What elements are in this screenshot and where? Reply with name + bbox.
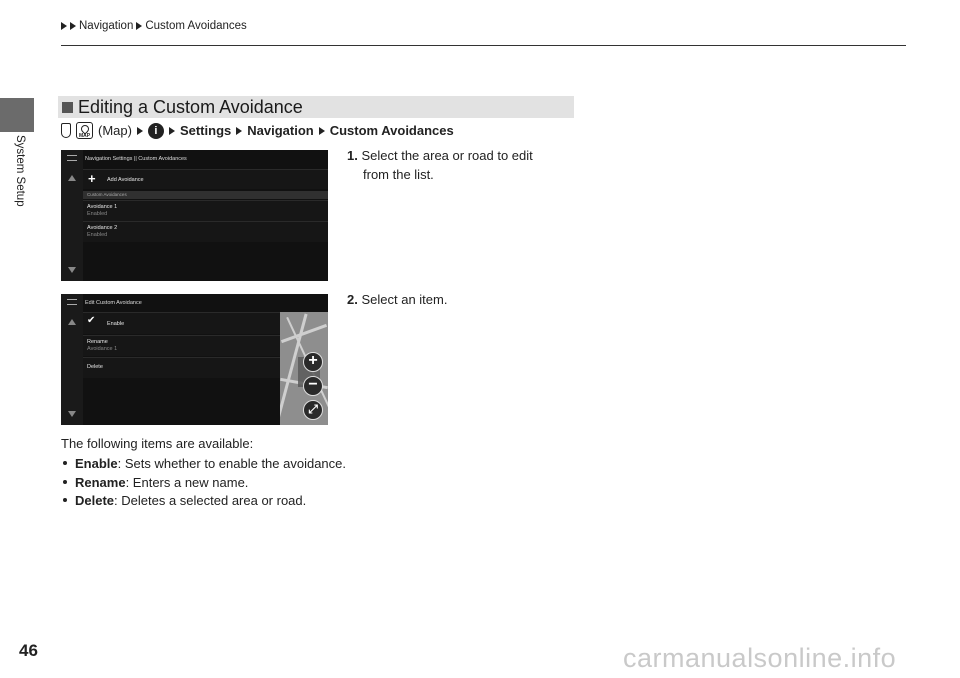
rename-button[interactable]: Rename Avoidance 1 [83, 335, 280, 356]
section-title: Editing a Custom Avoidance [78, 96, 303, 117]
zoom-out-icon[interactable]: − [303, 376, 323, 396]
scroll-down-icon[interactable] [68, 267, 76, 273]
side-section-label: System Setup [14, 135, 26, 207]
watermark: carmanualsonline.info [623, 643, 897, 673]
list-item: Rename : Enters a new name. [61, 474, 346, 493]
path-custom-avoidances: Custom Avoidances [329, 123, 454, 138]
screen-header: Edit Custom Avoidance [85, 300, 142, 306]
home-button-icon [61, 123, 71, 138]
fullscreen-icon[interactable]: ⤢ [303, 400, 323, 420]
menu-info-icon: i [148, 123, 164, 139]
screen-header: Navigation Settings || Custom Avoidances [85, 156, 187, 162]
menu-icon[interactable] [67, 155, 77, 161]
avoidance-item-1[interactable]: Avoidance 1 Enabled [83, 200, 328, 221]
scroll-down-icon[interactable] [68, 411, 76, 417]
triangle-arrow-icon [136, 22, 142, 30]
add-avoidance-button[interactable]: + Add Avoidance [83, 169, 328, 189]
square-bullet-icon [62, 102, 73, 113]
zoom-in-icon[interactable]: + [303, 352, 323, 372]
list-item: Enable : Sets whether to enable the avoidance. [61, 455, 346, 474]
triangle-arrow-icon [61, 22, 67, 30]
list-section-label: Custom Avoidances [83, 191, 328, 199]
triangle-arrow-icon [137, 127, 143, 135]
triangle-arrow-icon [319, 127, 325, 135]
step-1: 1. Select the area or road to edit from the list. [347, 148, 533, 182]
breadcrumb-custom-avoidances[interactable]: Custom Avoidances [145, 20, 247, 32]
triangle-arrow-icon [169, 127, 175, 135]
screen-side-rail [61, 150, 83, 281]
enable-toggle[interactable]: ✔ Enable [83, 312, 280, 334]
checkmark-icon: ✔ [87, 315, 96, 326]
avoidance-item-2[interactable]: Avoidance 2 Enabled [83, 221, 328, 242]
screenshot-custom-avoidances-list [61, 150, 328, 281]
step-2: 2. Select an item. [347, 292, 448, 307]
triangle-arrow-icon [236, 127, 242, 135]
list-intro: The following items are available: [61, 436, 254, 451]
screenshot-edit-custom-avoidance [61, 294, 328, 425]
breadcrumb [61, 20, 247, 32]
menu-icon[interactable] [67, 299, 77, 305]
side-tab-marker [0, 98, 34, 132]
path-navigation: Navigation [247, 123, 314, 138]
list-item: Delete : Deletes a selected area or road. [61, 492, 346, 511]
triangle-arrow-icon [70, 22, 76, 30]
map-label: (Map) [98, 123, 132, 138]
path-settings: Settings [179, 123, 232, 138]
delete-button[interactable]: Delete [83, 357, 280, 378]
plus-icon: + [88, 171, 96, 186]
menu-path [61, 122, 454, 139]
scroll-up-icon[interactable] [68, 319, 76, 325]
section-header [58, 96, 574, 118]
breadcrumb-navigation[interactable]: Navigation [79, 20, 134, 32]
map-button-icon: MAP [76, 122, 93, 139]
scroll-up-icon[interactable] [68, 175, 76, 181]
screen-side-rail [61, 294, 83, 425]
header-rule [61, 45, 906, 46]
bullet-list [61, 455, 346, 511]
page-number: 46 [19, 641, 38, 660]
